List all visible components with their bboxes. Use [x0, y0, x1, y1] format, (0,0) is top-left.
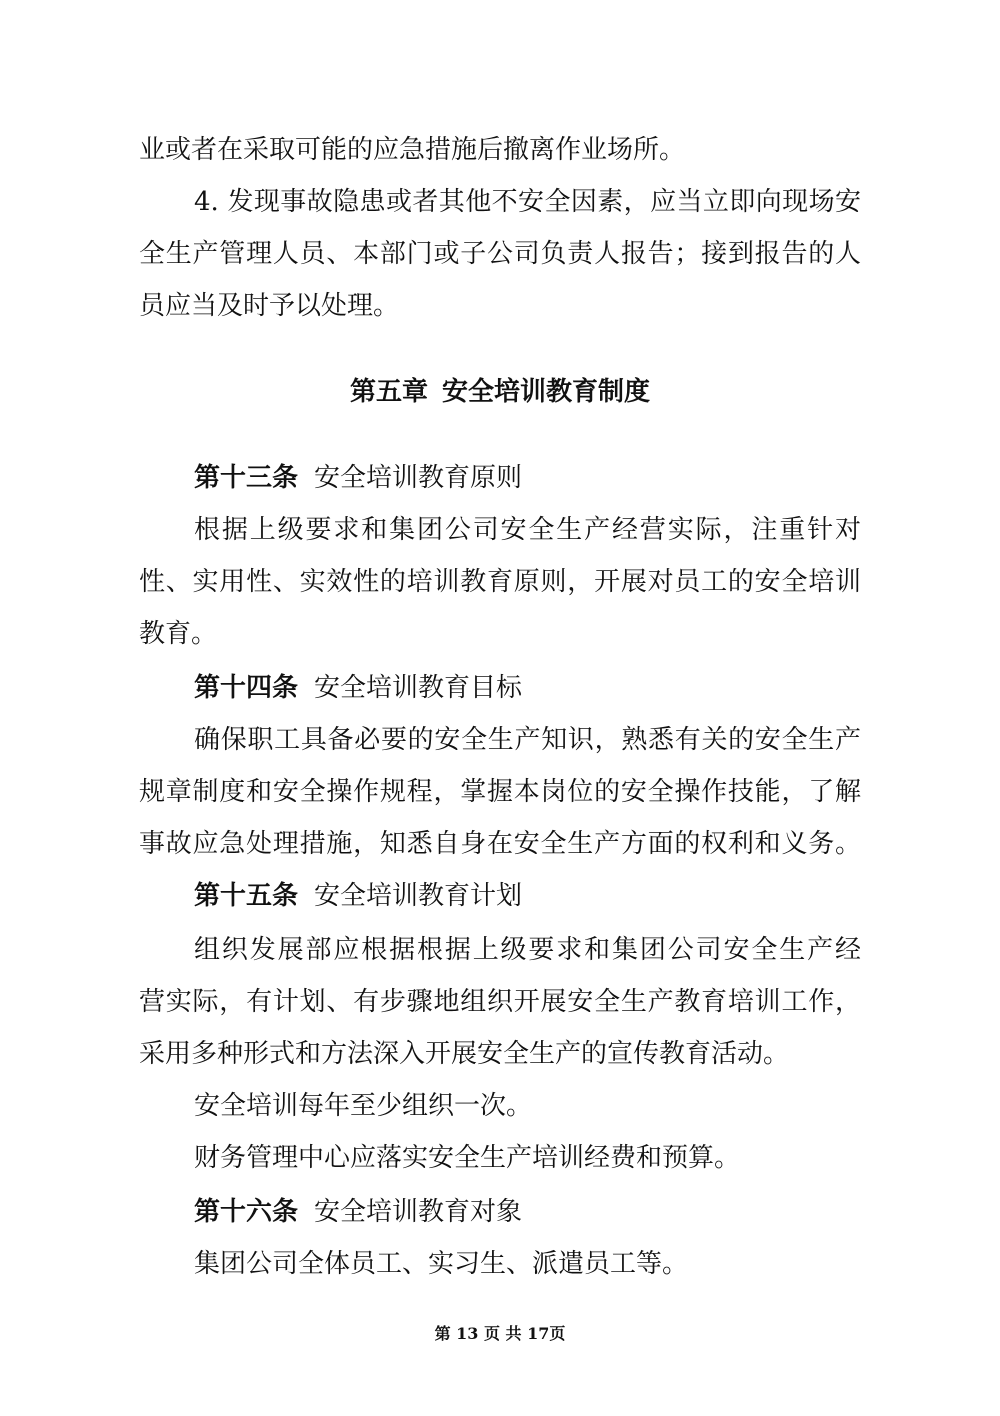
paragraph-line: 事故应急处理措施，知悉自身在安全生产方面的权利和义务。 [139, 829, 861, 859]
paragraph-line: 性、实用性、实效性的培训教育原则，开展对员工的安全培训 [139, 567, 861, 597]
paragraph-line: 规章制度和安全操作规程，掌握本岗位的安全操作技能，了解 [139, 777, 861, 807]
paragraph-line: 4. 发现事故隐患或者其他不安全因素，应当立即向现场安 [194, 187, 861, 217]
chapter-heading [0, 370, 1000, 414]
article-heading [194, 456, 861, 500]
paragraph-line: 全生产管理人员、本部门或子公司负责人报告；接到报告的人 [139, 239, 861, 269]
article-title: 安全培训教育对象 [314, 1197, 523, 1227]
paragraph-line: 教育。 [139, 619, 218, 649]
chapter-number: 第五章 [349, 377, 428, 407]
article-heading [194, 874, 861, 918]
paragraph-line: 确保职工具备必要的安全生产知识，熟悉有关的安全生产 [194, 725, 861, 755]
paragraph-line: 集团公司全体员工、实习生、派遣员工等。 [194, 1249, 689, 1279]
chapter-title: 安全培训教育制度 [442, 377, 651, 407]
paragraph-line: 采用多种形式和方法深入开展安全生产的宣传教育活动。 [139, 1039, 790, 1069]
paragraph-line: 员应当及时予以处理。 [139, 291, 400, 321]
page-number-footer: 第 13 页 共 17页 [434, 1324, 566, 1343]
article-label: 第十四条 [194, 673, 299, 703]
article-label: 第十五条 [194, 881, 299, 911]
paragraph-line: 组织发展部应根据根据上级要求和集团公司安全生产经 [194, 935, 861, 965]
article-label: 第十三条 [194, 463, 299, 493]
paragraph-line: 业或者在采取可能的应急措施后撤离作业场所。 [139, 135, 686, 165]
article-title: 安全培训教育原则 [314, 463, 523, 493]
article-title: 安全培训教育目标 [314, 673, 523, 703]
paragraph-line: 安全培训每年至少组织一次。 [194, 1091, 533, 1121]
paragraph-line: 财务管理中心应落实安全生产培训经费和预算。 [194, 1143, 741, 1173]
article-heading [194, 1190, 861, 1234]
article-heading [194, 666, 861, 710]
article-label: 第十六条 [194, 1197, 299, 1227]
paragraph-line: 营实际，有计划、有步骤地组织开展安全生产教育培训工作， [139, 987, 861, 1017]
paragraph-line: 根据上级要求和集团公司安全生产经营实际，注重针对 [194, 515, 861, 545]
article-title: 安全培训教育计划 [314, 881, 523, 911]
